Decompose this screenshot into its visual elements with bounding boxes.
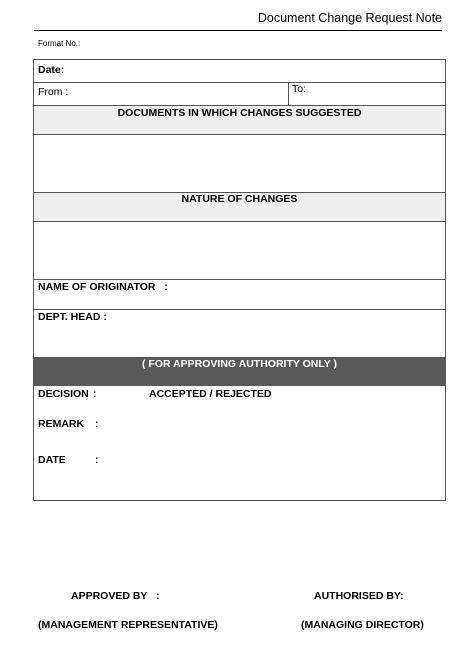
date-label: Date: [38, 64, 65, 76]
management-rep-label: (MANAGEMENT REPRESENTATIVE) [38, 619, 218, 631]
managing-director-label: (MANAGING DIRECTOR) [301, 619, 424, 631]
nature-heading: NATURE OF CHANGES [181, 193, 298, 205]
format-number-label: Format No.: [38, 39, 81, 48]
to-label: To: [292, 83, 307, 95]
approved-by-label: APPROVED BY : [71, 590, 160, 602]
originator-label: NAME OF ORIGINATOR : [38, 281, 168, 293]
date2-label: DATE [38, 454, 66, 466]
authorised-by-label: AUTHORISED BY: [314, 590, 404, 602]
title-underline [34, 30, 442, 31]
documents-heading: DOCUMENTS IN WHICH CHANGES SUGGESTED [117, 107, 362, 119]
approving-heading: ( FOR APPROVING AUTHORITY ONLY ) [141, 358, 338, 370]
decision-label: DECISION [38, 388, 89, 400]
document-title: Document Change Request Note [257, 11, 442, 25]
from-to-divider [288, 82, 289, 105]
from-label: From : [38, 86, 69, 98]
remark-colon: : [95, 418, 99, 430]
remark-label: REMARK [38, 418, 85, 430]
date2-colon: : [95, 454, 99, 466]
decision-value: ACCEPTED / REJECTED [149, 388, 272, 400]
documents-entry-area[interactable] [34, 134, 445, 192]
dept-head-label: DEPT. HEAD : [38, 311, 107, 323]
decision-colon: : [93, 388, 97, 400]
nature-entry-area[interactable] [34, 221, 445, 279]
from-to-row [34, 82, 445, 105]
